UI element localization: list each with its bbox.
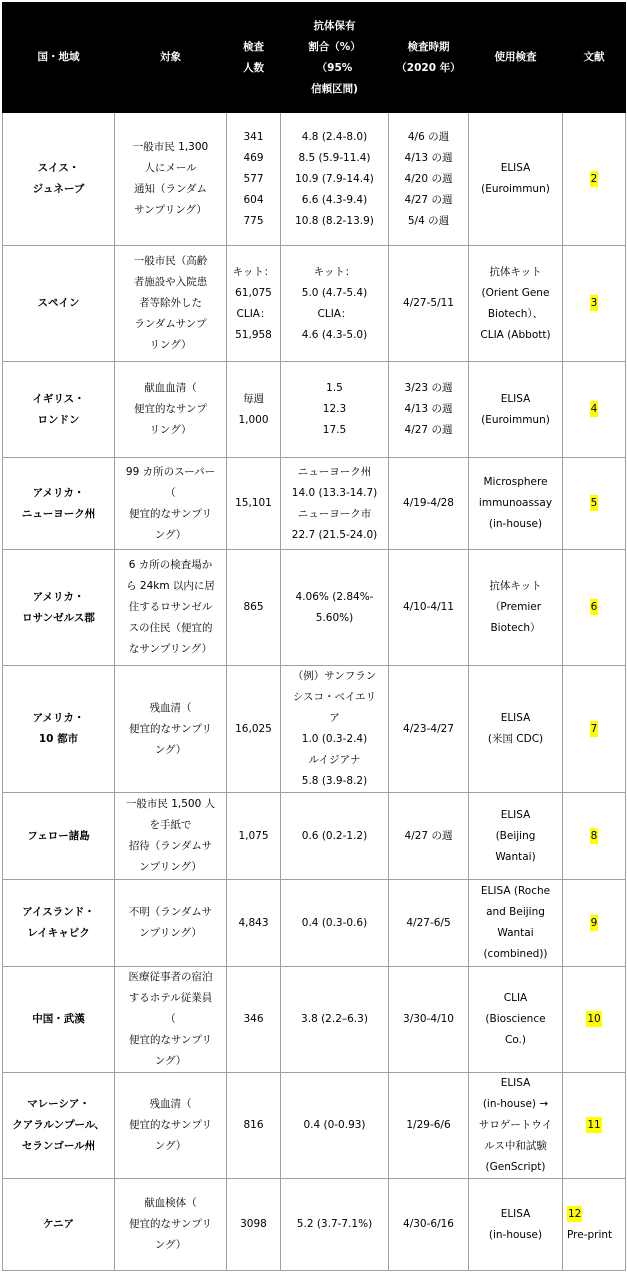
target-cell-line: なサンプリング） xyxy=(128,643,213,655)
sample-size-cell xyxy=(227,1073,281,1179)
sample-size-cell xyxy=(227,458,281,550)
period-cell-line: 4/13 の週 xyxy=(404,403,453,415)
target-cell-line: 残血清（ xyxy=(149,701,192,714)
country-cell-line: ロサンゼルス郡 xyxy=(22,611,95,624)
reference-cell xyxy=(563,458,626,550)
country-cell-line: セランゴール州 xyxy=(21,1140,96,1152)
test-cell xyxy=(469,113,563,246)
reference-number xyxy=(565,913,623,934)
target-cell-line: 医療従事者の宿泊 xyxy=(128,971,213,983)
rate-cell-line: （例）サンフラン xyxy=(292,670,377,682)
period-cell-line: 3/23 の週 xyxy=(404,382,453,394)
period-cell xyxy=(389,1179,469,1271)
reference-highlight: 6 xyxy=(590,601,598,613)
reference-number xyxy=(565,826,623,847)
reference-cell xyxy=(563,113,626,246)
target-cell-line: 不明（ランダムサ xyxy=(128,906,213,918)
target-cell xyxy=(115,113,227,246)
test-cell-line: ELISA xyxy=(500,712,531,724)
target-cell xyxy=(115,1073,227,1179)
rate-cell-line: 10.9 (7.9-14.4) xyxy=(295,172,374,185)
target-cell-line: 一般市民 1,500 人 xyxy=(125,798,216,810)
rate-cell-line: 5.2 (3.7-7.1%) xyxy=(296,1218,373,1230)
period-cell-line: 4/27 の週 xyxy=(404,193,453,206)
target-cell-line: 便宜的なサンプリ xyxy=(128,722,213,735)
test-cell-line: 抗体キット xyxy=(489,265,542,278)
period-cell-line: 4/27-5/11 xyxy=(403,297,454,309)
header-rate xyxy=(281,3,389,113)
rate-cell xyxy=(281,666,389,793)
test-cell xyxy=(469,458,563,550)
period-cell xyxy=(389,880,469,967)
target-cell-line: 一般市民（高齢 xyxy=(133,255,208,267)
table-row xyxy=(3,362,626,458)
target-cell-line: 便宜的なサンプリ xyxy=(128,1034,213,1046)
country-cell-line: アメリカ・ xyxy=(32,712,85,724)
rate-cell-line: 17.5 xyxy=(322,424,347,436)
country-cell-line: アメリカ・ xyxy=(32,590,85,603)
target-cell xyxy=(115,666,227,793)
reference-cell xyxy=(563,967,626,1073)
test-cell xyxy=(469,550,563,666)
reference-highlight: 10 xyxy=(587,1013,601,1025)
reference-number xyxy=(565,399,623,420)
header-reference: 文献 xyxy=(563,3,626,113)
test-cell xyxy=(469,880,563,967)
reference-highlight: 12 xyxy=(568,1207,582,1220)
rate-cell-line: 3.8 (2.2–6.3) xyxy=(301,1013,368,1025)
test-cell xyxy=(469,666,563,793)
rate-cell-line: 5.60%) xyxy=(315,611,354,624)
country-cell xyxy=(3,880,115,967)
rate-cell-line: 22.7 (21.5-24.0) xyxy=(291,528,378,541)
sample-size-cell-line: 4,843 xyxy=(238,916,269,929)
table-row xyxy=(3,246,626,362)
reference-highlight: 2 xyxy=(590,172,598,185)
sample-size-cell-line: 604 xyxy=(243,193,264,206)
country-cell-line: マレーシア・ xyxy=(27,1098,90,1110)
sample-size-cell-line: 1,000 xyxy=(238,413,269,426)
target-cell-line: 通知（ランダム xyxy=(133,183,208,195)
country-cell xyxy=(3,362,115,458)
reference-cell xyxy=(563,666,626,793)
target-cell-line: を手紙で xyxy=(149,819,192,831)
table-row xyxy=(3,1073,626,1179)
test-cell-line: (Bioscience xyxy=(485,1013,546,1025)
rate-cell-line: キット： xyxy=(313,265,356,278)
rate-cell-line: ア xyxy=(329,712,340,724)
sample-size-cell-line: 577 xyxy=(243,172,264,185)
country-cell-line: ジュネーブ xyxy=(32,183,85,195)
sample-size-cell xyxy=(227,967,281,1073)
target-cell-line: ング） xyxy=(154,1239,187,1251)
header-sample-size xyxy=(227,3,281,113)
header-period-line: 検査時期 xyxy=(407,40,450,53)
target-cell-line: 便宜的なサンプリ xyxy=(128,1218,213,1230)
table-row xyxy=(3,1179,626,1271)
sample-size-cell-line: 16,025 xyxy=(235,722,272,735)
target-cell-line: （ xyxy=(165,486,176,499)
rate-cell-line: 5.0 (4.7-5.4) xyxy=(301,286,368,299)
test-cell-line: CLIA (Abbott) xyxy=(480,328,551,341)
target-cell xyxy=(115,1179,227,1271)
period-cell-line: 4/30-6/16 xyxy=(403,1218,454,1230)
target-cell-line: 便宜的なサンプリ xyxy=(128,507,213,520)
target-cell-line: （ xyxy=(165,1013,176,1025)
period-cell-line: 4/27-6/5 xyxy=(406,916,451,929)
rate-cell-line: ルイジアナ xyxy=(308,754,361,766)
test-cell-line: (Orient Gene xyxy=(481,286,550,299)
country-cell-line: 中国・武漢 xyxy=(32,1013,85,1025)
country-cell xyxy=(3,458,115,550)
test-cell-line: （Premier xyxy=(489,601,542,613)
test-cell-line: ELISA xyxy=(500,1207,531,1220)
country-cell xyxy=(3,967,115,1073)
header-sample-size-line: 人数 xyxy=(243,61,264,74)
reference-highlight: 4 xyxy=(590,403,598,415)
period-cell-line: 4/13 の週 xyxy=(404,151,453,164)
test-cell-line: ELISA (Roche xyxy=(480,885,551,897)
test-cell-line: (米国 CDC) xyxy=(487,733,544,745)
sample-size-cell xyxy=(227,880,281,967)
period-cell xyxy=(389,1073,469,1179)
sample-size-cell-line: 15,101 xyxy=(235,497,272,509)
period-cell xyxy=(389,458,469,550)
period-cell-line: 1/29-6/6 xyxy=(406,1119,451,1131)
country-cell-line: スイス・ xyxy=(37,162,80,174)
test-cell-line: (in-house) xyxy=(488,1228,543,1241)
table-header xyxy=(3,3,626,113)
target-cell xyxy=(115,362,227,458)
test-cell-line: 抗体キット xyxy=(489,580,542,592)
period-cell-line: 4/27 の週 xyxy=(404,829,453,842)
table-row xyxy=(3,113,626,246)
target-cell-line: 人にメール xyxy=(144,162,197,174)
rate-cell xyxy=(281,362,389,458)
test-cell xyxy=(469,246,563,362)
rate-cell-line: 12.3 xyxy=(322,403,347,415)
target-cell-line: するホテル従業員 xyxy=(128,992,213,1004)
sample-size-cell-line: 346 xyxy=(243,1013,264,1025)
country-cell-line: フェロー諸島 xyxy=(27,829,90,842)
rate-cell xyxy=(281,1073,389,1179)
target-cell-line: 便宜的なサンプリ xyxy=(128,1119,213,1131)
reference-cell xyxy=(563,362,626,458)
target-cell-line: 者施設や入院患 xyxy=(133,276,208,288)
rate-cell-line: 14.0 (13.3-14.7) xyxy=(291,486,378,499)
reference-number xyxy=(565,597,623,618)
header-row xyxy=(3,3,626,113)
test-cell-line: ELISA xyxy=(500,392,531,405)
table-row xyxy=(3,967,626,1073)
header-country: 国・地域 xyxy=(3,3,115,113)
test-cell-line: Microsphere xyxy=(483,476,548,488)
reference-cell xyxy=(563,793,626,880)
rate-cell xyxy=(281,550,389,666)
country-cell-line: アメリカ・ xyxy=(32,486,85,499)
rate-cell xyxy=(281,458,389,550)
test-cell-line: (in-house) xyxy=(488,518,543,530)
period-cell xyxy=(389,113,469,246)
reference-number xyxy=(565,1009,623,1030)
sample-size-cell xyxy=(227,1179,281,1271)
test-cell-line: (Euroimmun) xyxy=(481,413,550,426)
test-cell xyxy=(469,362,563,458)
target-cell-line: リング） xyxy=(149,424,192,436)
country-cell-line: 10 都市 xyxy=(38,733,79,745)
reference-number xyxy=(565,719,623,740)
rate-cell xyxy=(281,793,389,880)
country-cell xyxy=(3,1073,115,1179)
test-cell-line: ELISA xyxy=(500,1077,531,1089)
test-cell xyxy=(469,967,563,1073)
header-target: 対象 xyxy=(115,3,227,113)
country-cell-line: イギリス・ xyxy=(32,392,85,405)
rate-cell-line: 1.5 xyxy=(326,382,343,394)
reference-highlight: 5 xyxy=(590,497,598,509)
rate-cell xyxy=(281,967,389,1073)
target-cell-line: ンプリング） xyxy=(139,927,202,939)
rate-cell-line: 10.8 (8.2-13.9) xyxy=(295,214,374,227)
table-body xyxy=(3,113,626,1271)
rate-cell-line: 0.6 (0.2-1.2) xyxy=(301,829,368,842)
sample-size-cell-line: 61,075 xyxy=(235,286,272,299)
period-cell-line: 4/23-4/27 xyxy=(403,722,454,735)
country-cell xyxy=(3,113,115,246)
target-cell-line: 住するロサンゼル xyxy=(128,601,213,613)
rate-cell-line: 8.5 (5.9-11.4) xyxy=(298,151,371,164)
sample-size-cell-line: 毎週 xyxy=(243,392,264,405)
target-cell-line: ンプリング） xyxy=(139,861,202,873)
country-cell xyxy=(3,666,115,793)
target-cell-line: ング） xyxy=(154,1140,187,1152)
test-cell-line: (in-house) → xyxy=(482,1098,549,1110)
target-cell-line: ング） xyxy=(154,1055,187,1067)
target-cell xyxy=(115,246,227,362)
reference-cell xyxy=(563,1073,626,1179)
rate-cell-line: ニューヨーク州 xyxy=(297,465,372,478)
period-cell xyxy=(389,793,469,880)
country-cell-line: ニューヨーク州 xyxy=(21,507,96,520)
period-cell-line: 5/4 の週 xyxy=(407,214,450,227)
period-cell xyxy=(389,246,469,362)
rate-cell xyxy=(281,113,389,246)
table-row xyxy=(3,880,626,967)
target-cell-line: ング） xyxy=(154,743,187,756)
reference-number xyxy=(565,493,623,514)
sample-size-cell-line: 469 xyxy=(243,151,264,164)
rate-cell-line: 4.06% (2.84%- xyxy=(295,590,374,603)
test-cell-line: ELISA xyxy=(500,162,531,174)
sample-size-cell xyxy=(227,246,281,362)
rate-cell xyxy=(281,880,389,967)
table-row xyxy=(3,666,626,793)
country-cell xyxy=(3,1179,115,1271)
test-cell-line: Biotech） xyxy=(490,622,541,634)
test-cell-line: immunoassay xyxy=(478,497,553,509)
period-cell xyxy=(389,967,469,1073)
rate-cell-line: 0.4 (0.3-0.6) xyxy=(301,916,368,929)
sample-size-cell xyxy=(227,550,281,666)
period-cell xyxy=(389,550,469,666)
header-rate-line: 割合（%） xyxy=(308,40,361,53)
reference-highlight: 3 xyxy=(590,297,598,309)
test-cell xyxy=(469,1179,563,1271)
test-cell-line: CLIA xyxy=(503,992,528,1004)
target-cell-line: 献血血清（ xyxy=(144,382,197,394)
table-row xyxy=(3,458,626,550)
target-cell-line: ら 24km 以内に居 xyxy=(126,580,215,592)
header-period-line: （2020 年） xyxy=(396,61,461,74)
test-cell-line: ELISA xyxy=(500,808,531,821)
rate-cell-line: 6.6 (4.3-9.4) xyxy=(301,193,368,206)
target-cell-line: 6 カ所の検査場か xyxy=(128,559,213,571)
test-cell-line: Co.) xyxy=(504,1034,526,1046)
target-cell-line: リング） xyxy=(149,339,192,351)
table-row xyxy=(3,793,626,880)
target-cell xyxy=(115,967,227,1073)
header-rate-line: 信頼区間) xyxy=(311,82,358,95)
test-cell xyxy=(469,1073,563,1179)
period-cell xyxy=(389,362,469,458)
country-cell xyxy=(3,246,115,362)
sample-size-cell-line: 775 xyxy=(243,214,264,227)
target-cell xyxy=(115,880,227,967)
sample-size-cell xyxy=(227,113,281,246)
rate-cell-line: ニューヨーク市 xyxy=(297,507,372,520)
target-cell-line: 献血検体（ xyxy=(144,1197,197,1209)
test-cell-line: (Euroimmun) xyxy=(481,183,550,195)
sample-size-cell-line: キット： xyxy=(232,265,275,278)
test-cell-line: (GenScript) xyxy=(485,1161,546,1173)
test-cell-line: (Beijing xyxy=(495,829,536,842)
reference-cell xyxy=(563,880,626,967)
target-cell-line: 招待（ランダムサ xyxy=(128,840,213,852)
target-cell-line: サンプリング） xyxy=(134,204,207,216)
sample-size-cell-line: 816 xyxy=(243,1119,264,1131)
country-cell xyxy=(3,793,115,880)
header-rate-line: 抗体保有 xyxy=(313,19,356,32)
target-cell-line: 残血清（ xyxy=(149,1098,192,1110)
rate-cell xyxy=(281,246,389,362)
test-cell-line: Wantai) xyxy=(495,850,536,863)
country-cell-line: アイスランド・ xyxy=(22,906,95,918)
country-cell-line: レイキャビク xyxy=(27,927,90,939)
country-cell-line: スペイン xyxy=(37,297,80,309)
country-cell-line: クアラルンプール、 xyxy=(12,1119,105,1131)
rate-cell-line: 1.0 (0.3-2.4) xyxy=(301,733,368,745)
period-cell-line: 4/6 の週 xyxy=(407,130,450,143)
test-cell-line: ルス中和試験 xyxy=(484,1140,547,1152)
header-period xyxy=(389,3,469,113)
header-sample-size-line: 検査 xyxy=(243,40,264,53)
rate-cell xyxy=(281,1179,389,1271)
sample-size-cell-line: 1,075 xyxy=(238,829,269,842)
sample-size-cell-line: CLIA： xyxy=(236,307,271,320)
target-cell xyxy=(115,458,227,550)
sample-size-cell-line: 3098 xyxy=(240,1218,267,1230)
reference-highlight: 7 xyxy=(590,722,598,735)
target-cell-line: 便宜的なサンプ xyxy=(134,403,207,415)
rate-cell-line: 5.8 (3.9-8.2) xyxy=(301,775,368,787)
period-cell xyxy=(389,666,469,793)
target-cell xyxy=(115,550,227,666)
period-cell-line: 4/10-4/11 xyxy=(403,601,454,613)
reference-number xyxy=(565,293,623,314)
table-row xyxy=(3,550,626,666)
test-cell-line: (combined)) xyxy=(483,948,548,960)
sample-size-cell-line: 865 xyxy=(243,601,264,613)
rate-cell-line: シスコ・ベイエリ xyxy=(292,691,377,703)
country-cell xyxy=(3,550,115,666)
period-cell-line: 4/19-4/28 xyxy=(403,497,454,509)
country-cell-line: ケニア xyxy=(42,1218,75,1230)
reference-cell xyxy=(563,246,626,362)
header-rate-line: （95% xyxy=(316,61,353,74)
test-cell-line: Wantai xyxy=(497,927,534,939)
target-cell-line: 99 カ所のスーパー xyxy=(125,465,216,478)
reference-number xyxy=(565,1115,623,1136)
target-cell-line: 一般市民 1,300 xyxy=(132,141,209,153)
sample-size-cell xyxy=(227,666,281,793)
test-cell-line: and Beijing xyxy=(486,906,545,918)
sample-size-cell-line: 51,958 xyxy=(235,328,272,341)
rate-cell-line: 4.6 (4.3-5.0) xyxy=(301,328,368,341)
target-cell-line: スの住民（便宜的 xyxy=(128,622,213,634)
reference-highlight: 8 xyxy=(590,829,598,842)
reference-cell xyxy=(563,1179,626,1271)
country-cell-line: ロンドン xyxy=(37,413,80,426)
target-cell-line: ランダムサンプ xyxy=(134,318,207,330)
sample-size-cell xyxy=(227,793,281,880)
seroprevalence-table-container xyxy=(2,2,625,1271)
rate-cell-line: 0.4 (0-0.93) xyxy=(303,1119,366,1131)
test-cell-line: サロゲートウイ xyxy=(478,1119,553,1131)
reference-cell xyxy=(563,550,626,666)
reference-number xyxy=(565,169,623,190)
rate-cell-line: CLIA： xyxy=(317,307,352,320)
reference-cell-line: Pre-print xyxy=(567,1228,613,1241)
target-cell-line: 者等除外した xyxy=(139,297,202,309)
target-cell-line: ング） xyxy=(154,528,187,541)
reference-highlight: 11 xyxy=(587,1119,601,1131)
header-test: 使用検査 xyxy=(469,3,563,113)
seroprevalence-table xyxy=(2,2,626,1271)
test-cell-line: Biotech）、 xyxy=(487,307,544,320)
rate-cell-line: 4.8 (2.4-8.0) xyxy=(301,130,368,143)
reference-highlight: 9 xyxy=(590,916,598,929)
sample-size-cell-line: 341 xyxy=(243,130,264,143)
sample-size-cell xyxy=(227,362,281,458)
test-cell xyxy=(469,793,563,880)
target-cell xyxy=(115,793,227,880)
period-cell-line: 4/27 の週 xyxy=(404,424,453,436)
period-cell-line: 4/20 の週 xyxy=(404,172,453,185)
period-cell-line: 3/30-4/10 xyxy=(403,1013,454,1025)
reference-number xyxy=(567,1204,623,1225)
